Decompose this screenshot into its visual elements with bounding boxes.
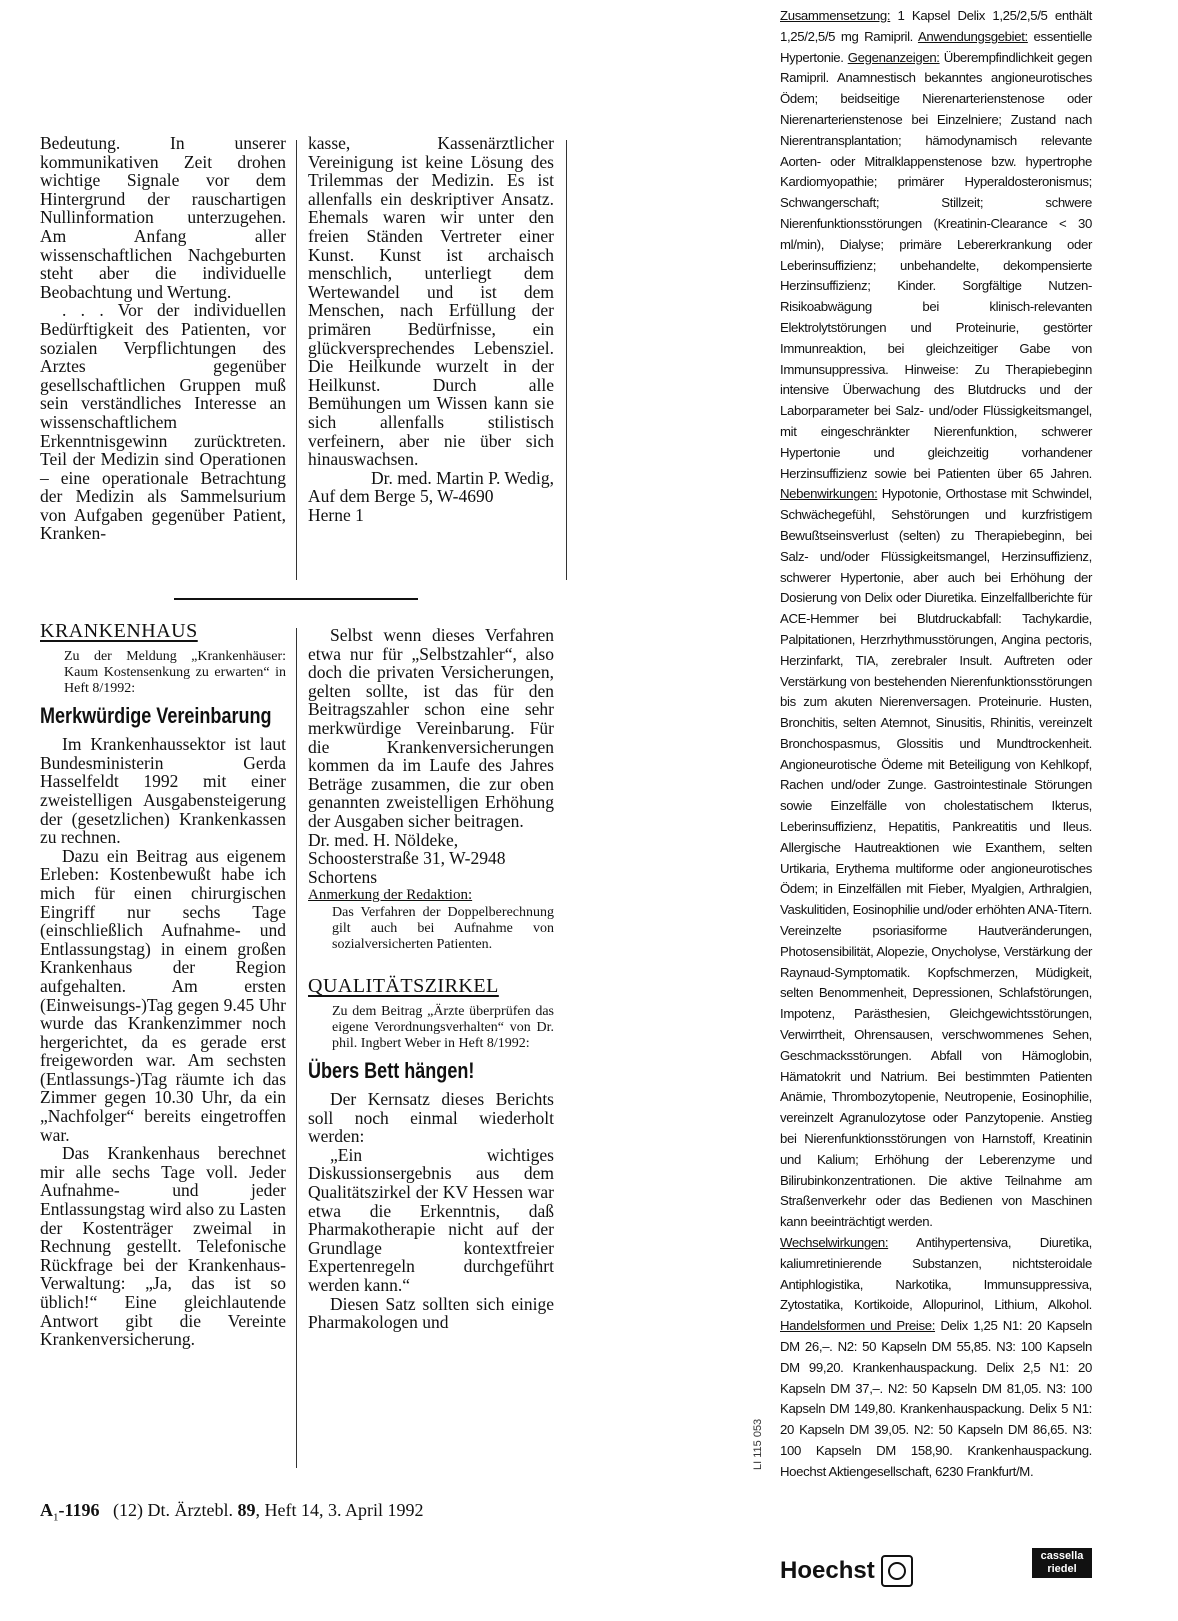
paragraph: kasse, Kassenärztlicher Vereinigung ist keine Lösung des Trilemmas der Medizin. Es ist allenfalls ein deskriptiver Ansatz. Ehemals waren wir unter den freien Ständen Vertreter einer Kunst. Kunst ist archaisch menschlich, unterliegt dem Wertewandel und ist dem Menschen, nach Erfüllung der primären Bedürfnisse, ein glückversprechendes Lebensziel. Die Heilkunde wurzelt in der Heilkunst. Durch alle Bemühungen um Wissen kann sie sich allenfalls stilistisch verfeinern, aber nie über sich hinauswachsen. xyxy=(308,133,554,470)
paragraph: Selbst wenn dieses Verfahren etwa nur für „Selbstzahler“, also doch die privaten Versicherungen, gelten sollte, ist das für den Beitragszahler schon eine sehr merkwürdige Vereinbarung. Für die Krankenversicherungen kommen da im Laufe des Jahres Beträge zusammen, die zur oben genannten zweistelligen Erhöhung der Ausgaben sicher beitragen. xyxy=(308,625,554,831)
label-gegenanzeigen: Gegenanzeigen: xyxy=(847,49,940,65)
paragraph: Bedeutung. In unserer kommunikativen Zeit drohen wichtige Signale vor dem Hintergrund der rauschartigen Nullinformation unterzugehen. Am Anfang aller wissenschaftlichen Nachgeburten steht aber die individuelle Beobachtung und Wertung. xyxy=(40,133,286,302)
label-wechselwirkungen: Wechselwirkungen: xyxy=(780,1235,889,1251)
text-handelsformen: Delix 1,25 N1: 20 Kapseln DM 26,–. N2: 50 Kapseln DM 55,85. N3: 100 Kapseln DM 99,20. Krankenhauspackung. Delix 2,5 N1: 20 Kapseln DM 37,–. N2: 50 Kapseln DM 81,05. N3: 100 Kapseln DM 149,80. Krankenhauspackung. Delix 5 N1: 20 Kapseln DM 39,05. N2: 50 Kapseln DM 86,65. N3: 100 Kapseln DM 158,90. Krankenhauspackung. Hoechst Aktiengesellschaft, 6230 Frankfurt/M. xyxy=(780,1318,1092,1479)
signature-line: Dr. med. H. Nöldeke, xyxy=(308,829,459,850)
column-divider xyxy=(296,140,297,580)
paragraph: „Ein wichtiges Diskussionsergebnis aus dem Qualitätszirkel der KV Hessen war etwa die Erkenntnis, daß Pharmakotherapie nicht auf der Grundlage kontextfreier Expertenregeln durchgeführt werden kann.“ xyxy=(308,1144,554,1296)
logo-line: riedel xyxy=(1047,1563,1077,1575)
paragraph: . . . Vor der individuellen Bedürftigkeit des Patienten, vor sozialen Verpflichtungen des Arztes gegenüber gesellschaftlichen Gruppen muß sein verständliches Interesse an wissenschaftlichem Erkenntnisgewinn zurücktreten. Teil der Medizin sind Operationen – eine operationale Betrachtung der Medizin als Sammelsurium von Aufgaben gegenüber Patient, Kranken- xyxy=(40,300,286,544)
label-handelsformen: Handelsformen und Preise: xyxy=(780,1318,936,1334)
paragraph: Im Krankenhaussektor ist laut Bundesministerin Gerda Hasselfeldt 1992 mit einer zweistelligen Ausgabensteigerung der (gesetzlichen) Krankenkassen zu rechnen. xyxy=(40,734,286,848)
section-separator xyxy=(174,598,418,600)
logo-line: cassella xyxy=(1040,1550,1084,1562)
brand-name: Hoechst xyxy=(780,1557,875,1584)
letter-intro: Zu dem Beitrag „Ärzte überprüfen das eigene Verordnungsverhalten“ von Dr. phil. Ingbert Weber in Heft 8/1992: xyxy=(332,1003,554,1051)
krankenhaus-left-column xyxy=(40,622,286,1349)
letter-headline: Übers Bett hängen! xyxy=(308,1057,475,1083)
drug-information-column xyxy=(780,6,1092,1483)
paragraph: Diesen Satz sollten sich einige Pharmakologen und xyxy=(308,1293,554,1333)
label-zusammensetzung: Zusammensetzung: xyxy=(780,8,891,23)
text-nebenwirkungen: Hypotonie, Orthostase mit Schwindel, Schwächegefühl, Sehstörungen und kurzfristigem Bewußtseinsverlust (selten) zu Therapiebeginn, bei Salz- und/oder Flüssigkeitsmangel, Herzinsuffizienz, schwerer Hypertonie, aber auch bei Erhöhung der Dosierung von Delix oder Diuretika. Einzelfallberichte für ACE-Hemmer bei Blutdruckabfall: Tachykardie, Palpitationen, Herzrhythmusstörungen, Angina pectoris, Herzinfarkt, TIA, zerebraler Insult. Auftreten oder Verstärkung von bestehenden Nierenfunktionsstörungen bis zum akuten Nierenversagen. Proteinurie. Husten, Bronchitis, selten Atemnot, Sinusitis, Rhinitis, vereinzelt Bronchospasmus, Glossitis und Mundtrockenheit. Angioneurotische Ödeme mit Beteiligung von Kehlkopf, Rachen und/oder Zunge. Gastrointestinale Störungen sowie Einzelfälle von cholestatischem Ikterus, Leberinsuffizienz, Hepatitis, Pankreatitis und Ileus. Allergische Hautreaktionen wie Exanthem, selten Urtikaria, Erythema multiforme oder angioneurotisches Ödem; in Einzelfällen mit Fieber, Myalgien, Arthralgien, Vaskulitiden, Eosinophilie und/oder erhöhten ANA-Titern. Vereinzelte psoriasiforme Hautveränderungen, Photosensibilität, Alopezie, Onycholyse, Verstärkung der Raynaud-Symptomatik. Kopfschmerzen, Müdigkeit, selten Benommenheit, Depressionen, Schlafstörungen, Impotenz, Parästhesien, Gleichgewichtsstörungen, Verwirrtheit, Ohrensausen, verschwommenes Sehen, Geschmacksstörungen. Abfall von Hämoglobin, Hämatokrit und Natrium. Bei bestimmten Patienten Anämie, Thrombozytopenie, Neutropenie, Eosinophilie, vereinzelt Agranulozytose oder Panzytopenie. Anstieg bei Nierenfunktionsstörungen von Harnstoff, Kreatinin und Kalium; Erhöhung der Leberenzyme und Bilirubinkonzentrationen. Die aktive Teilnahme am Straßenverkehr oder das Bedienen von Maschinen kann beeinträchtigt werden. xyxy=(780,486,1092,1230)
label-nebenwirkungen: Nebenwirkungen: xyxy=(780,486,878,502)
letter-headline: Merkwürdige Vereinbarung xyxy=(40,702,272,728)
text-gegenanzeigen: Überempfindlichkeit gegen Ramipril. Anamnestisch bekanntes angioneurotisches Ödem; beidseitige Nierenarterienstenose oder Nierenarterienstenose bei Einzelniere; Zustand nach Nierentransplantation; hämodynamisch relevante Aorten- oder Mitralklappenstenose bzw. hypertrophe Kardiomyopathie; primärer Hyperaldosteronismus; Schwangerschaft; Stillzeit; schwere Nierenfunktionsstörungen (Kreatinin-Clearance < 30 ml/min), Dialyse; primäre Lebererkrankung oder Leberinsuffizienz; unbehandelte, dekompensierte Herzinsuffizienz; Kinder. Sorgfältige Nutzen-Risikoabwägung bei klinisch-relevanten Elektrolytstörungen und Proteinurie, gestörter Immunreaktion, bei gleichzeitiger Gabe von Immunsuppressiva. Hinweise: Zu Therapiebeginn intensive Überwachung des Blutdrucks und der Laborparameter bei Salz- und/oder Flüssigkeitsmangel, mit eingeschränkter Nierenfunktion, schwerer Hypertonie und gleichzeitig vorhandener Herzinsuffizienz sowie bei Patienten über 65 Jahren. xyxy=(780,49,1092,481)
signature-line: Schoosterstraße 31, W-2948 xyxy=(308,848,506,869)
column-divider xyxy=(566,140,567,580)
cassella-riedel-logo xyxy=(1032,1548,1092,1578)
text-zusammensetzung: 1 Kapsel Delix 1,25/2,5/5 enthält 1,25/2,5/5 mg Ramipril. xyxy=(780,8,1092,44)
hoechst-tower-icon xyxy=(881,1555,913,1587)
paragraph: Der Kernsatz dieses Berichts soll noch einmal wiederholt werden: xyxy=(308,1089,554,1147)
column-divider xyxy=(296,628,297,1468)
paragraph: Dazu ein Beitrag aus eigenem Erleben: Kostenbewußt habe ich mich für einen chirurgischen Eingriff nur sechs Tage (einschließlich Aufnahme- und Entlassungstag) in einem großen Krankenhaus der Region aufgehalten. Am ersten (Einweisungs-)Tag gegen 9.45 Uhr wurde das Krankenzimmer noch hergerichtet, da es gerade erst freigeworden war. Am sechsten (Entlassungs-)Tag räumte ich das Zimmer gegen 10.30 Uhr, da ein „Nachfolger“ bereits eingetroffen war. xyxy=(40,845,286,1145)
page-sub: 1 xyxy=(53,1511,59,1524)
text-wechselwirkungen: Antihypertensiva, Diuretika, kaliumretinierende Substanzen, nichtsteroidale Antiphlogistika, Narkotika, Immunsuppressiva, Zytostatika, Kortikoide, Allopurinol, Lithium, Alkohol. xyxy=(780,1235,1092,1313)
volume: 89 xyxy=(237,1500,256,1520)
editor-note: Das Verfahren der Doppelberechnung gilt auch bei Aufnahme von sozialversicherten Patienten. xyxy=(332,904,554,952)
text-anwendungsgebiet: essentielle Hypertonie. xyxy=(780,28,1092,65)
citation: (12) Dt. Ärztebl. xyxy=(113,1500,238,1520)
signature-line: Schortens xyxy=(308,866,378,887)
letter-top-right-column xyxy=(308,134,554,524)
letter-top-left-column xyxy=(40,134,286,543)
page-footer xyxy=(40,1500,423,1524)
label-anwendungsgebiet: Anwendungsgebiet: xyxy=(917,28,1028,44)
editor-note-heading: Anmerkung der Redaktion: xyxy=(308,887,473,904)
page-number: -1196 xyxy=(58,1500,100,1520)
paragraph: Das Krankenhaus berechnet mir alle sechs Tage voll. Jeder Aufnahme- und jeder Entlassungstag wird also zu Lasten der Kostenträger zweimal in Rechnung gestellt. Telefonische Rückfrage bei der Krankenhaus-Verwaltung: „Ja, das ist so üblich!“ Eine gleichlautende Antwort gibt die Vereinte Krankenversicherung. xyxy=(40,1143,286,1350)
hoechst-logo xyxy=(780,1555,913,1587)
krankenhaus-right-column xyxy=(308,626,554,1332)
signature-line: Auf dem Berge 5, W-4690 xyxy=(308,486,494,507)
section-title-qualitaetszirkel: QUALITÄTSZIRKEL xyxy=(308,974,499,997)
section-title-krankenhaus: KRANKENHAUS xyxy=(40,620,198,642)
ad-reference-code: LI 115 053 xyxy=(752,1418,764,1470)
signature-line: Dr. med. Martin P. Wedig, xyxy=(371,467,554,488)
letter-intro: Zu der Meldung „Krankenhäuser: Kaum Kostensenkung zu erwarten“ in Heft 8/1992: xyxy=(64,648,286,696)
signature-line: Herne 1 xyxy=(308,504,364,525)
page-letter: A xyxy=(40,1500,53,1520)
citation-date: , Heft 14, 3. April 1992 xyxy=(255,1500,424,1520)
